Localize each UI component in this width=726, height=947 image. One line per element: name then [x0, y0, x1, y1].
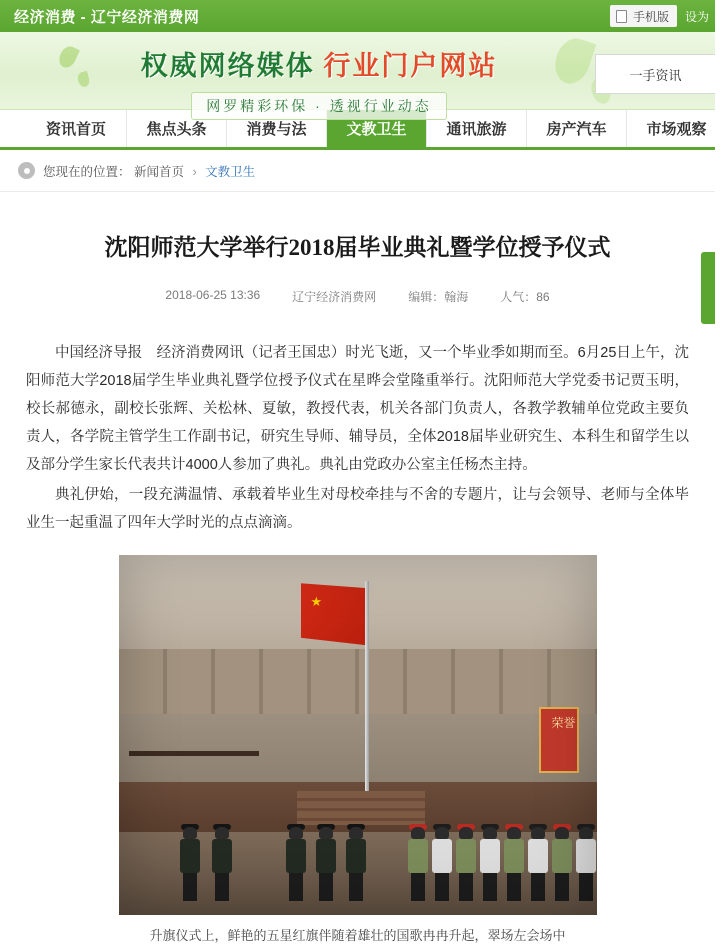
mobile-version-button[interactable]	[610, 5, 677, 27]
leaf-decoration-icon	[550, 34, 597, 88]
breadcrumb-link-home[interactable]: 新闻首页	[134, 164, 185, 179]
banner-slogan-line1	[104, 44, 534, 83]
leaf-decoration-icon	[56, 44, 80, 71]
photo-caption: 升旗仪式上，鲜艳的五星红旗伴随着雄壮的国歌冉冉升起，翠场左会场中	[149, 928, 566, 944]
top-bar	[0, 0, 715, 32]
nav-item-education-health[interactable]: 文教卫生	[326, 110, 426, 147]
device-icon	[616, 10, 627, 23]
banner-slogan	[104, 44, 534, 120]
breadcrumb-separator: ›	[192, 164, 197, 179]
banner-ad[interactable]: 一手资讯	[595, 54, 715, 94]
breadcrumb-text	[43, 162, 255, 180]
breadcrumb-prefix: 您现在的位置：	[43, 164, 131, 179]
article-paragraph: 典礼伊始，一段充满温情、承载着毕业生对母校牵挂与不舍的专题片，让与会领导、老师与全体毕业生一起重温了四年大学时光的点点滴滴。	[26, 487, 689, 532]
article-views: 人气：86	[500, 290, 550, 305]
article-editor: 编辑：翰海	[408, 290, 469, 305]
mobile-version-label: 手机版	[632, 9, 669, 24]
nav-item-market-watch[interactable]: 市场观察	[626, 110, 726, 147]
article-meta	[26, 288, 689, 305]
nav-item-consumption-law[interactable]: 消费与法	[226, 110, 326, 147]
leaf-decoration-icon	[76, 71, 91, 88]
nav-item-news-home[interactable]: 资讯首页	[45, 121, 106, 138]
nav-item-telecom-travel[interactable]: 通讯旅游	[426, 110, 526, 147]
article-photo-wrapper	[26, 555, 689, 915]
top-bar-right	[610, 0, 715, 32]
site-banner	[0, 32, 715, 114]
banner-slogan-line2: 网罗精彩环保 · 透视行业动态	[191, 92, 446, 120]
article-container	[0, 232, 715, 947]
location-pin-icon	[18, 162, 35, 179]
article-paragraph: 中国经济导报 经济消费网讯（记者王国忠）时光飞逝，又一个毕业季如期而至。6月25日上午，沈阳师范大学2018届学生毕业典礼暨学位授予仪式在星晔会堂隆重举行。沈阳师范大学党委书记贾玉明，校长郝德永，副校长张辉、关松林、夏敏，教授代表，机关各部门负责人，各教学教辅单位党政主要负责人，各学院主管学生工作副书记，研究生导师、辅导员，全体2018届毕业研究生、本科生和留学生以及部分学生家长代表共计4000人参加了典礼。典礼由党政办公室主任杨杰主持。	[26, 345, 689, 474]
set-homepage-button[interactable]: 设为	[684, 9, 709, 24]
nav-item-property-auto[interactable]: 房产汽车	[526, 110, 626, 147]
nav-item-focus-headlines[interactable]: 焦点头条	[126, 110, 226, 147]
banner-slogan-part2: 行业门户网站	[323, 51, 498, 81]
article-body	[26, 339, 689, 537]
breadcrumb	[0, 150, 715, 192]
article-date: 2018-06-25 13:36	[165, 288, 261, 303]
banner-slogan-part1: 权威网络媒体	[140, 51, 315, 81]
site-title: 经济消费 - 辽宁经济消费网	[14, 8, 200, 26]
flag-raising-ceremony-photo: ★ 荣誉	[119, 555, 597, 915]
article-source: 辽宁经济消费网	[292, 290, 377, 305]
breadcrumb-link-current[interactable]: 文教卫生	[205, 164, 256, 179]
page-title: 沈阳师范大学举行2018届毕业典礼暨学位授予仪式	[104, 235, 611, 260]
